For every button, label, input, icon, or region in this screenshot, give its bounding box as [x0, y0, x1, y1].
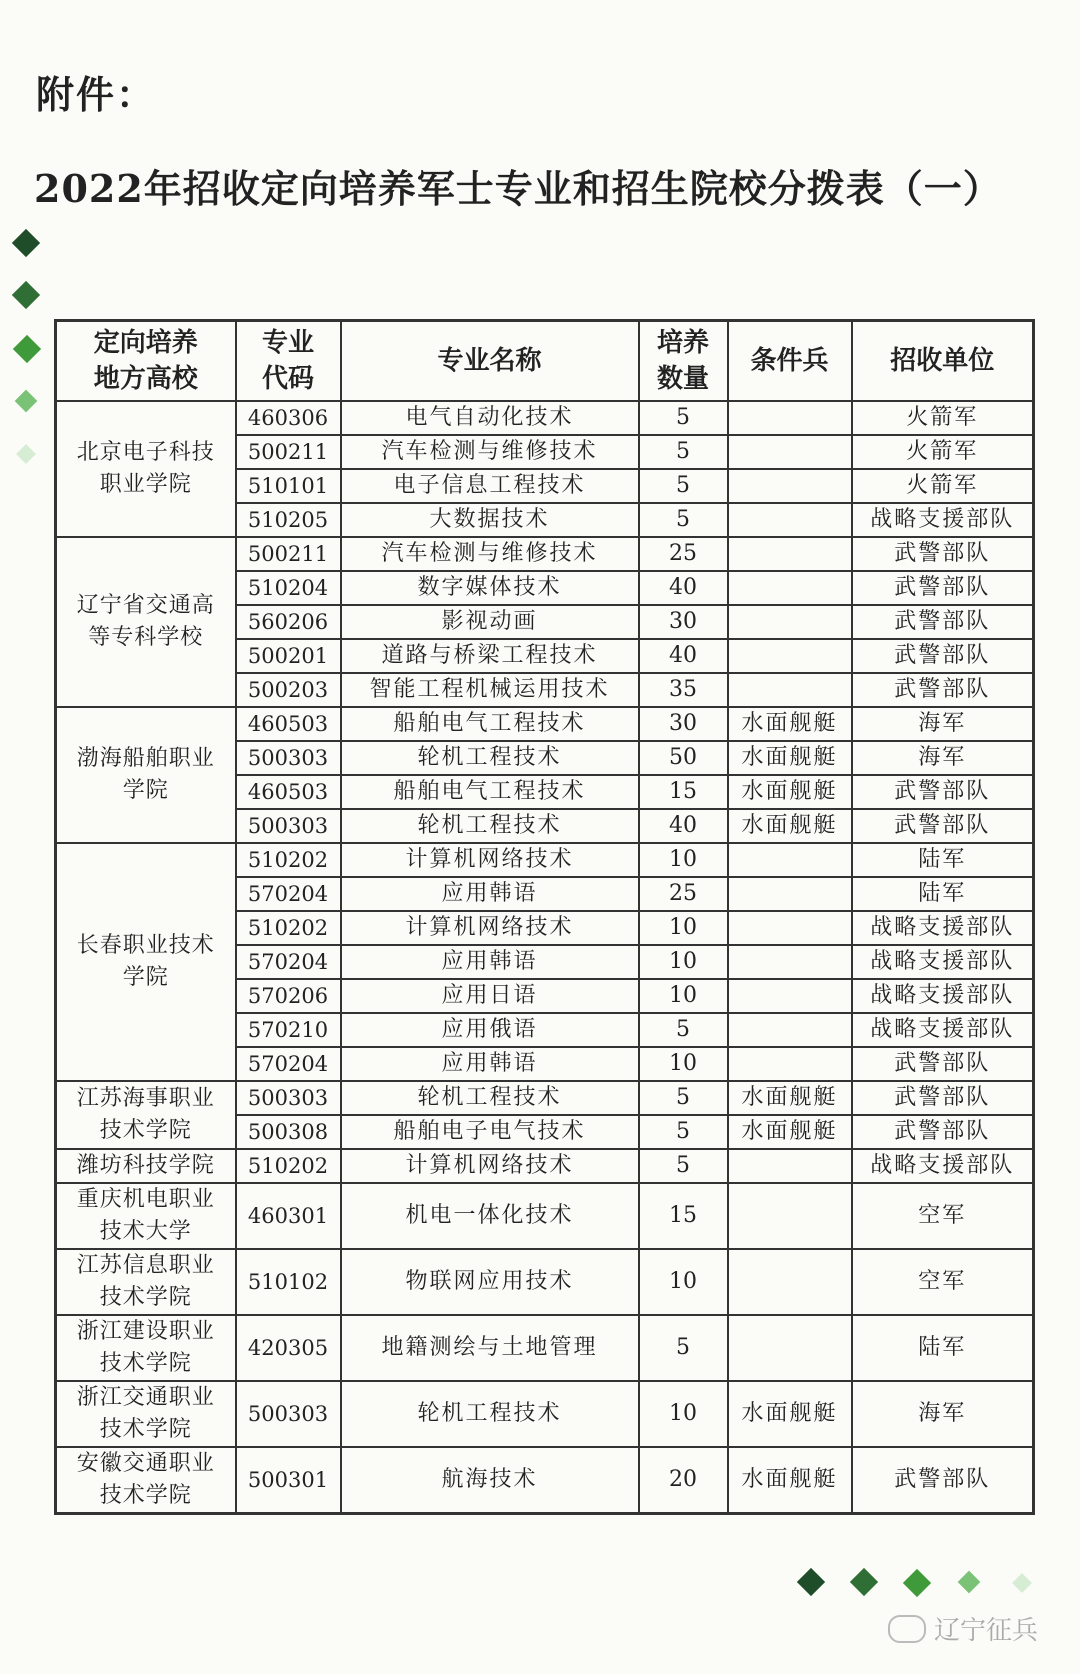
header-quantity-line: 数量: [656, 364, 709, 394]
major-name-cell: 数字媒体技术: [341, 571, 639, 605]
condition-cell: 水面舰艇: [728, 1381, 852, 1447]
table-body: [56, 401, 1034, 1514]
header-school: [56, 321, 236, 402]
condition-cell: 水面舰艇: [728, 741, 852, 775]
condition-cell: [728, 945, 852, 979]
quantity-cell: 10: [639, 979, 728, 1013]
unit-cell: 陆军: [852, 877, 1034, 911]
major-name-cell: 大数据技术: [341, 503, 639, 537]
condition-cell: 水面舰艇: [728, 707, 852, 741]
decor-diamond: [12, 229, 40, 257]
condition-cell: [728, 1183, 852, 1249]
unit-cell: 武警部队: [852, 1115, 1034, 1149]
quantity-cell: 10: [639, 1381, 728, 1447]
quantity-cell: 10: [639, 945, 728, 979]
header-code-line: 专业: [261, 328, 314, 358]
condition-cell: [728, 1047, 852, 1081]
major-name-cell: 电子信息工程技术: [341, 469, 639, 503]
school-cell: [56, 537, 236, 707]
table-row: [56, 1315, 1034, 1381]
quantity-cell: 10: [639, 843, 728, 877]
school-name-line: 职业学院: [99, 472, 192, 497]
major-name-cell: 轮机工程技术: [341, 1081, 639, 1115]
decor-diamond: [15, 390, 38, 413]
school-cell: [56, 1381, 236, 1447]
major-name-cell: 地籍测绘与土地管理: [341, 1315, 639, 1381]
table-row: [56, 843, 1034, 877]
quantity-cell: 10: [639, 1047, 728, 1081]
major-code-cell: 500303: [236, 809, 341, 843]
major-code-cell: 500301: [236, 1447, 341, 1514]
table-row: [56, 1149, 1034, 1183]
school-cell: [56, 1315, 236, 1381]
table-row: [56, 1249, 1034, 1315]
quantity-cell: 5: [639, 1315, 728, 1381]
table-row: [56, 1381, 1034, 1447]
school-name-line: 技术大学: [99, 1219, 192, 1244]
major-name-cell: 计算机网络技术: [341, 843, 639, 877]
condition-cell: [728, 1249, 852, 1315]
quantity-cell: 40: [639, 639, 728, 673]
school-name-line: 等专科学校: [88, 625, 204, 650]
school-name-line: 技术学院: [99, 1417, 192, 1442]
major-code-cell: 570204: [236, 877, 341, 911]
major-code-cell: 460301: [236, 1183, 341, 1249]
major-name-cell: 轮机工程技术: [341, 741, 639, 775]
school-cell: [56, 1249, 236, 1315]
major-code-cell: 500211: [236, 435, 341, 469]
major-name-cell: 应用韩语: [341, 877, 639, 911]
major-code-cell: 460503: [236, 775, 341, 809]
quantity-cell: 10: [639, 911, 728, 945]
quantity-cell: 30: [639, 707, 728, 741]
quantity-cell: 5: [639, 1149, 728, 1183]
table-row: [56, 707, 1034, 741]
condition-cell: [728, 571, 852, 605]
school-name-line: 辽宁省交通高: [76, 593, 215, 618]
major-name-cell: 汽车检测与维修技术: [341, 537, 639, 571]
quantity-cell: 25: [639, 537, 728, 571]
quantity-cell: 40: [639, 809, 728, 843]
major-code-cell: 510102: [236, 1249, 341, 1315]
decor-diamond: [797, 1568, 825, 1596]
page-title: 2022年招收定向培养军士专业和招生院校分拨表（一）: [34, 166, 1002, 211]
major-code-cell: 500303: [236, 1081, 341, 1115]
quantity-cell: 5: [639, 1013, 728, 1047]
wechat-icon: [888, 1615, 926, 1643]
header-school-line: 地方高校: [93, 364, 198, 394]
unit-cell: 陆军: [852, 1315, 1034, 1381]
quantity-cell: 20: [639, 1447, 728, 1514]
condition-cell: 水面舰艇: [728, 1447, 852, 1514]
unit-cell: 武警部队: [852, 537, 1034, 571]
unit-cell: 武警部队: [852, 775, 1034, 809]
major-code-cell: 510202: [236, 911, 341, 945]
major-code-cell: 510101: [236, 469, 341, 503]
condition-cell: 水面舰艇: [728, 1115, 852, 1149]
quantity-cell: 5: [639, 469, 728, 503]
condition-cell: [728, 401, 852, 435]
quantity-cell: 15: [639, 775, 728, 809]
major-name-cell: 航海技术: [341, 1447, 639, 1514]
school-cell: [56, 707, 236, 843]
table-row: [56, 1081, 1034, 1115]
major-name-cell: 道路与桥梁工程技术: [341, 639, 639, 673]
school-name-line: 浙江建设职业: [76, 1319, 215, 1344]
school-name-line: 安徽交通职业: [76, 1451, 215, 1476]
major-code-cell: 570206: [236, 979, 341, 1013]
major-name-cell: 电气自动化技术: [341, 401, 639, 435]
school-name-line: 江苏信息职业: [76, 1253, 215, 1278]
school-name-line: 江苏海事职业: [76, 1086, 215, 1111]
school-name-line: 技术学院: [99, 1285, 192, 1310]
unit-cell: 武警部队: [852, 1081, 1034, 1115]
condition-cell: [728, 435, 852, 469]
major-code-cell: 510202: [236, 843, 341, 877]
school-name-line: 浙江交通职业: [76, 1385, 215, 1410]
major-name-cell: 智能工程机械运用技术: [341, 673, 639, 707]
major-name-cell: 计算机网络技术: [341, 1149, 639, 1183]
header-quantity-line: 培养: [656, 328, 709, 358]
unit-cell: 武警部队: [852, 571, 1034, 605]
major-code-cell: 500303: [236, 1381, 341, 1447]
school-cell: [56, 1081, 236, 1149]
major-name-cell: 轮机工程技术: [341, 809, 639, 843]
header-condition: 条件兵: [728, 321, 852, 402]
header-major: 专业名称: [341, 321, 639, 402]
decor-diamond: [1012, 1573, 1032, 1593]
header-unit: 招收单位: [852, 321, 1034, 402]
major-name-cell: 应用俄语: [341, 1013, 639, 1047]
decor-diamond: [958, 1571, 981, 1594]
condition-cell: [728, 503, 852, 537]
header-school-line: 定向培养: [93, 328, 198, 358]
attachment-label: 附件：: [36, 72, 157, 117]
major-name-cell: 轮机工程技术: [341, 1381, 639, 1447]
unit-cell: 火箭军: [852, 435, 1034, 469]
major-name-cell: 计算机网络技术: [341, 911, 639, 945]
header-row: [56, 321, 1034, 402]
major-code-cell: 500303: [236, 741, 341, 775]
header-code: [236, 321, 341, 402]
school-name-line: 长春职业技术: [76, 933, 215, 958]
unit-cell: 战略支援部队: [852, 911, 1034, 945]
school-name-line: 潍坊科技学院: [76, 1153, 215, 1178]
watermark-text: 辽宁征兵: [934, 1616, 1039, 1646]
school-name-line: 学院: [122, 778, 169, 803]
major-code-cell: 500203: [236, 673, 341, 707]
major-code-cell: 510202: [236, 1149, 341, 1183]
unit-cell: 海军: [852, 707, 1034, 741]
condition-cell: [728, 537, 852, 571]
major-name-cell: 应用韩语: [341, 1047, 639, 1081]
major-code-cell: 460306: [236, 401, 341, 435]
school-name-line: 渤海船舶职业: [76, 746, 215, 771]
decor-diamond: [12, 281, 40, 309]
quantity-cell: 5: [639, 401, 728, 435]
school-cell: [56, 1149, 236, 1183]
condition-cell: 水面舰艇: [728, 775, 852, 809]
major-name-cell: 影视动画: [341, 605, 639, 639]
major-name-cell: 应用韩语: [341, 945, 639, 979]
school-cell: [56, 843, 236, 1081]
major-code-cell: 500308: [236, 1115, 341, 1149]
unit-cell: 战略支援部队: [852, 979, 1034, 1013]
header-quantity: [639, 321, 728, 402]
decor-diamond: [16, 444, 36, 464]
unit-cell: 海军: [852, 741, 1034, 775]
allocation-table: [54, 319, 1035, 1515]
unit-cell: 武警部队: [852, 605, 1034, 639]
condition-cell: [728, 673, 852, 707]
major-name-cell: 应用日语: [341, 979, 639, 1013]
condition-cell: [728, 605, 852, 639]
school-name-line: 技术学院: [99, 1351, 192, 1376]
header-code-line: 代码: [261, 364, 314, 394]
major-code-cell: 570204: [236, 1047, 341, 1081]
unit-cell: 陆军: [852, 843, 1034, 877]
unit-cell: 海军: [852, 1381, 1034, 1447]
school-cell: [56, 1447, 236, 1514]
condition-cell: [728, 979, 852, 1013]
quantity-cell: 25: [639, 877, 728, 911]
major-code-cell: 510204: [236, 571, 341, 605]
unit-cell: 战略支援部队: [852, 1013, 1034, 1047]
quantity-cell: 10: [639, 1249, 728, 1315]
school-cell: [56, 1183, 236, 1249]
decor-diamond: [903, 1569, 931, 1597]
decor-diamond: [850, 1568, 878, 1596]
decor-diamond: [13, 335, 41, 363]
quantity-cell: 50: [639, 741, 728, 775]
major-name-cell: 船舶电气工程技术: [341, 775, 639, 809]
unit-cell: 空军: [852, 1249, 1034, 1315]
quantity-cell: 40: [639, 571, 728, 605]
unit-cell: 战略支援部队: [852, 503, 1034, 537]
unit-cell: 武警部队: [852, 809, 1034, 843]
unit-cell: 武警部队: [852, 639, 1034, 673]
major-code-cell: 570204: [236, 945, 341, 979]
quantity-cell: 30: [639, 605, 728, 639]
unit-cell: 空军: [852, 1183, 1034, 1249]
major-code-cell: 560206: [236, 605, 341, 639]
major-name-cell: 机电一体化技术: [341, 1183, 639, 1249]
condition-cell: 水面舰艇: [728, 1081, 852, 1115]
quantity-cell: 15: [639, 1183, 728, 1249]
condition-cell: [728, 877, 852, 911]
condition-cell: [728, 1149, 852, 1183]
unit-cell: 武警部队: [852, 673, 1034, 707]
condition-cell: [728, 911, 852, 945]
condition-cell: [728, 639, 852, 673]
condition-cell: [728, 469, 852, 503]
unit-cell: 武警部队: [852, 1447, 1034, 1514]
unit-cell: 火箭军: [852, 401, 1034, 435]
major-code-cell: 420305: [236, 1315, 341, 1381]
quantity-cell: 5: [639, 503, 728, 537]
major-code-cell: 500201: [236, 639, 341, 673]
major-name-cell: 物联网应用技术: [341, 1249, 639, 1315]
quantity-cell: 35: [639, 673, 728, 707]
major-code-cell: 570210: [236, 1013, 341, 1047]
condition-cell: [728, 1315, 852, 1381]
table-row: [56, 401, 1034, 435]
table-row: [56, 537, 1034, 571]
condition-cell: [728, 1013, 852, 1047]
major-code-cell: 510205: [236, 503, 341, 537]
school-cell: [56, 401, 236, 537]
table-row: [56, 1447, 1034, 1514]
major-name-cell: 汽车检测与维修技术: [341, 435, 639, 469]
unit-cell: 战略支援部队: [852, 1149, 1034, 1183]
table-row: [56, 1183, 1034, 1249]
quantity-cell: 5: [639, 1081, 728, 1115]
school-name-line: 重庆机电职业: [76, 1187, 215, 1212]
condition-cell: 水面舰艇: [728, 809, 852, 843]
school-name-line: 技术学院: [99, 1483, 192, 1508]
condition-cell: [728, 843, 852, 877]
quantity-cell: 5: [639, 435, 728, 469]
school-name-line: 北京电子科技: [76, 440, 215, 465]
major-name-cell: 船舶电气工程技术: [341, 707, 639, 741]
unit-cell: 火箭军: [852, 469, 1034, 503]
quantity-cell: 5: [639, 1115, 728, 1149]
major-code-cell: 500211: [236, 537, 341, 571]
major-code-cell: 460503: [236, 707, 341, 741]
school-name-line: 技术学院: [99, 1118, 192, 1143]
school-name-line: 学院: [122, 965, 169, 990]
watermark: [888, 1610, 1038, 1647]
unit-cell: 武警部队: [852, 1047, 1034, 1081]
major-name-cell: 船舶电子电气技术: [341, 1115, 639, 1149]
unit-cell: 战略支援部队: [852, 945, 1034, 979]
